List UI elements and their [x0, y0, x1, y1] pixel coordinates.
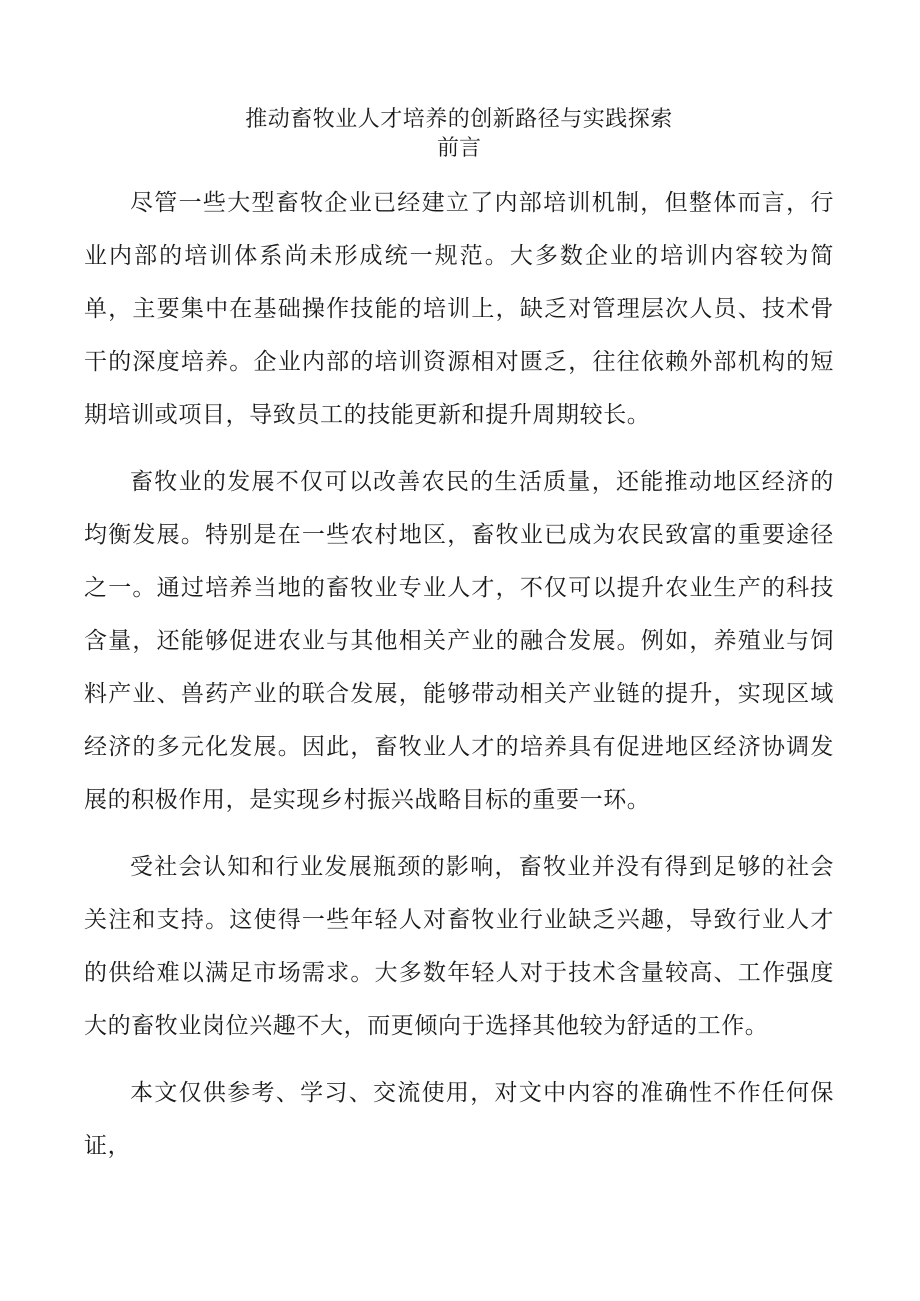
section-heading: 前言 [436, 136, 481, 161]
paragraph-4: 本文仅供参考、学习、交流使用，对文中内容的准确性不作任何保证， [84, 1080, 834, 1159]
paragraph-1: 尽管一些大型畜牧企业已经建立了内部培训机制，但整体而言，行业内部的培训体系尚未形成统一规范。大多数企业的培训内容较为简单，主要集中在基础操作技能的培训上，缺乏对管理层次人员、技术骨干的深度培养。企业内部的培训资源相对匮乏，往往依赖外部机构的短期培训或项目，导致员工的技能更新和提升周期较长。 [84, 190, 834, 428]
document-page [84, 104, 834, 1187]
paragraph-3: 受社会认知和行业发展瓶颈的影响，畜牧业并没有得到足够的社会关注和支持。这使得一些年轻人对畜牧业行业缺乏兴趣，导致行业人才的供给难以满足市场需求。大多数年轻人对于技术含量较高、工作强度大的畜牧业岗位兴趣不大，而更倾向于选择其他较为舒适的工作。 [84, 854, 834, 1039]
paragraph-2: 畜牧业的发展不仅可以改善农民的生活质量，还能推动地区经济的均衡发展。特别是在一些农村地区，畜牧业已成为农民致富的重要途径之一。通过培养当地的畜牧业专业人才，不仅可以提升农业生产的科技含量，还能够促进农业与其他相关产业的融合发展。例如，养殖业与饲料产业、兽药产业的联合发展，能够带动相关产业链的提升，实现区域经济的多元化发展。因此，畜牧业人才的培养具有促进地区经济协调发展的积极作用，是实现乡村振兴战略目标的重要一环。 [84, 469, 834, 813]
document-title: 推动畜牧业人才培养的创新路径与实践探索 [245, 107, 673, 132]
